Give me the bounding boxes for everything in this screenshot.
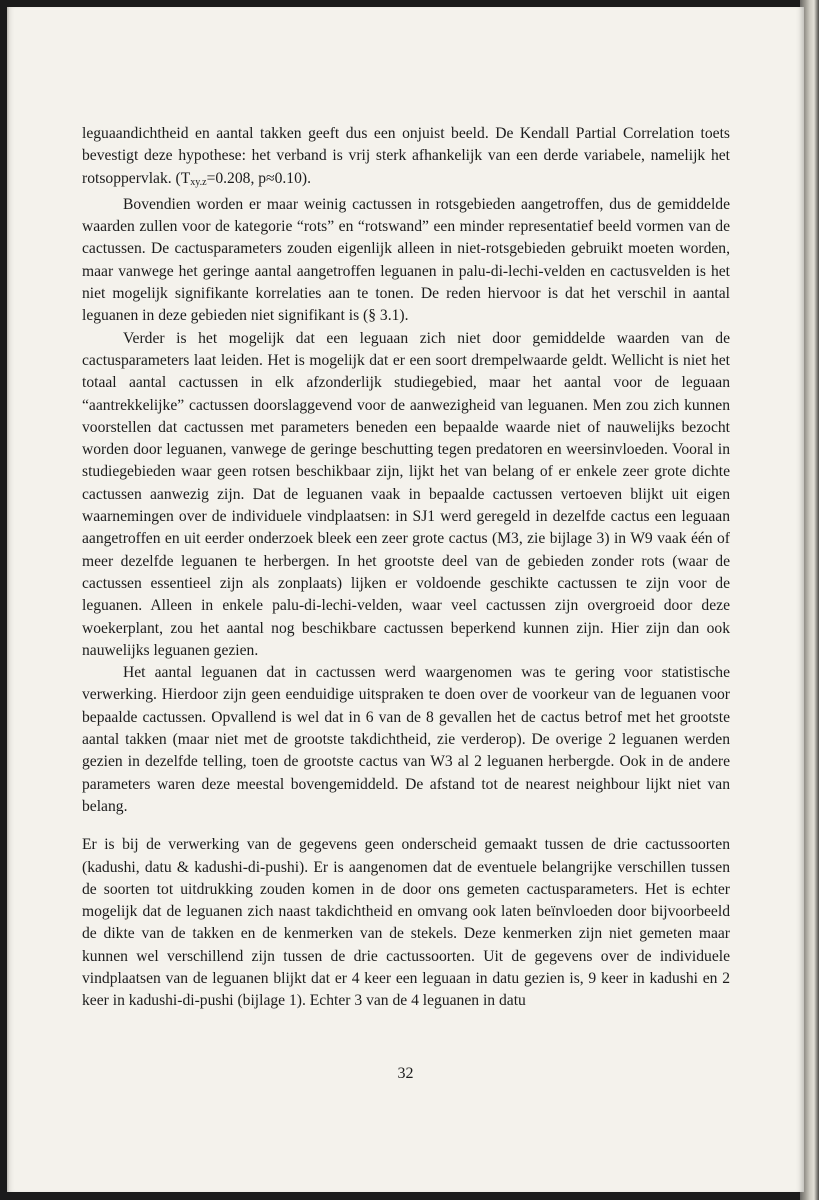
paragraph-5: Er is bij de verwerking van de gegevens geen onderscheid gemaakt tussen de drie cactussoorten (kadushi, datu & kadushi-di-pushi). Er is aangenomen dat de eventuele belangrijke verschillen tussen de soorten tot uitdrukking zouden komen in de door ons gemeten cactusparameters. Het is echter mogelijk dat de leguanen zich naast takdichtheid en omvang ook laten beïnvloeden door bijvoorbeeld de dikte van de takken en de kenmerken van de stekels. Deze kenmerken zijn niet gemeten maar kunnen wel verschillend zijn tussen de drie cactussoorten. Uit de gegevens over de individuele vindplaatsen van de leguanen blijkt dat er 4 keer een leguaan in datu gezien is, 9 keer in kadushi en 2 keer in kadushi-di-pushi (bijlage 1). Echter 3 van de 4 leguanen in datu [82,836,730,1010]
statistic-subscript: xy.z [190,176,207,188]
paragraph-1 [82,123,730,194]
paragraph-3: Verder is het mogelijk dat een leguaan zich niet door gemiddelde waarden van de cactusparameters laat leiden. Het is mogelijk dat er een soort drempelwaarde geldt. Wellicht is niet het totaal aantal cactussen in elk afzonderlijk studiegebied, maar het aantal voor de leguaan “aantrekkelijke” cactussen doorslaggevend voor de aanwezigheid van leguanen. Men zou zich kunnen voorstellen dat cactussen met parameters beneden een bepaalde waarde niet of nauwelijks bezocht worden door leguanen, vanwege de geringe beschutting tegen predatoren en weersinvloeden. Vooral in studiegebieden waar geen rotsen beschikbaar zijn, lijkt het van belang of er enkele zeer grote dichte cactussen aanwezig zijn. Dat de leguanen vaak in bepaalde cactussen vertoeven blijkt uit eigen waarnemingen over de individuele vindplaatsen: in SJ1 werd geregeld in dezelfde cactus een leguaan aangetroffen en uit eerder onderzoek bleek een zeer grote cactus (M3, zie bijlage 3) in W9 vaak één of meer dezelfde leguanen te herbergen. In het grootste deel van de gebieden zonder rots (waar de cactussen essentieel zijn als zonplaats) lijken er voldoende geschikte cactussen te zijn voor de leguanen. Alleen in enkele palu-di-lechi-velden, waar veel cactussen zijn overgroeid door deze woekerplant, zou het aantal nog beschikbare cactussen beperkend kunnen zijn. Hier zijn dan ook nauwelijks leguanen gezien. [82,329,730,659]
page-binding-edge [7,7,10,1192]
page-number: 32 [397,1065,414,1082]
body-text [82,123,730,1013]
paragraph-1-text-end: =0.208, p≈0.10). [206,169,311,187]
paragraph-4: Het aantal leguanen dat in cactussen werd waargenomen was te gering voor statistische verwerking. Hierdoor zijn geen eenduidige uitspraken te doen over de voorkeur van de leguanen voor bepaalde cactussen. Opvallend is wel dat in 6 van de 8 gevallen het de cactus betrof met het grootste aantal takken (maar niet met de grootste takdichtheid, zie verderop). De overige 2 leguanen werden gezien in dezelfde telling, toen de grootste cactus van W3 al 2 leguanen herbergde. Ook in de andere parameters waren deze meestal bovengemiddeld. De afstand tot de nearest neighbour lijkt niet van belang. [82,664,730,815]
document-page [7,7,804,1192]
paragraph-2: Bovendien worden er maar weinig cactussen in rotsgebieden aangetroffen, dus de gemiddelde waarden zullen voor de kategorie “rots” en “rotswand” een minder representatief beeld vormen van de cactussen. De cactusparameters zouden eigenlijk alleen in niet-rotsgebieden gebruikt moeten worden, maar vanwege het geringe aantal aangetroffen leguanen in palu-di-lechi-velden en cactusvelden is het niet mogelijk signifikante korrelaties aan te tonen. De reden hiervoor is dat het verschil in aantal leguanen in deze gebieden niet signifikant is (§ 3.1). [82,195,730,325]
paragraph-1-text: leguaandichtheid en aantal takken geeft dus een onjuist beeld. De Kendall Partial Correlation toets bevestigt deze hypothese: het verband is vrij sterk afhankelijk van een derde variabele, namelijk het rotsoppervlak. (T [82,125,730,187]
